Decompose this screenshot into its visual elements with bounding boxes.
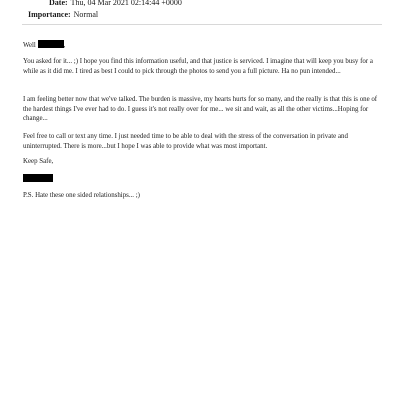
importance-label: Importance: bbox=[28, 10, 71, 19]
paragraph-2-text: I am feeling better now that we've talked. The burden is massive, my hearts hurts for so many, and the really is that this is one of the hardest things I've ever had to do. I guess it's not really over for me... we sit and wait, as all the other victims...Hoping for change... bbox=[23, 96, 378, 122]
postscript-text: P.S. Hate these one sided relationships... ;) bbox=[23, 192, 140, 199]
redacted-signature bbox=[23, 174, 53, 182]
paragraph-2 bbox=[23, 95, 385, 124]
greeting-punctuation: , bbox=[63, 42, 66, 49]
greeting-text: Well bbox=[23, 42, 36, 49]
paragraph-1-text: You asked for it... ;) I hope you find this information useful, and that justice is serviced. I imagine that will keep you busy for a while as it did me. I tired as best I could to pick through the photos to send you a full picture. Ha no pun intended... bbox=[23, 58, 373, 75]
signoff bbox=[23, 157, 385, 167]
importance-row bbox=[28, 10, 98, 20]
signoff-text: Keep Safe, bbox=[23, 158, 54, 165]
paragraph-3-text: Feel free to call or text any time. I just needed time to be able to deal with the stress of the conversation in private and uninterrupted. There is more...but I hope I was able to provide what was most important. bbox=[23, 133, 348, 150]
date-value: Thu, 04 Mar 2021 02:14:44 +0000 bbox=[70, 0, 182, 7]
redacted-name bbox=[38, 40, 64, 48]
header-divider bbox=[22, 24, 382, 25]
date-row bbox=[49, 0, 182, 8]
postscript bbox=[23, 191, 385, 201]
date-label: Date: bbox=[49, 0, 68, 7]
importance-value: Normal bbox=[73, 10, 99, 19]
paragraph-1 bbox=[23, 57, 385, 76]
paragraph-3 bbox=[23, 132, 385, 151]
greeting-line bbox=[23, 40, 385, 51]
